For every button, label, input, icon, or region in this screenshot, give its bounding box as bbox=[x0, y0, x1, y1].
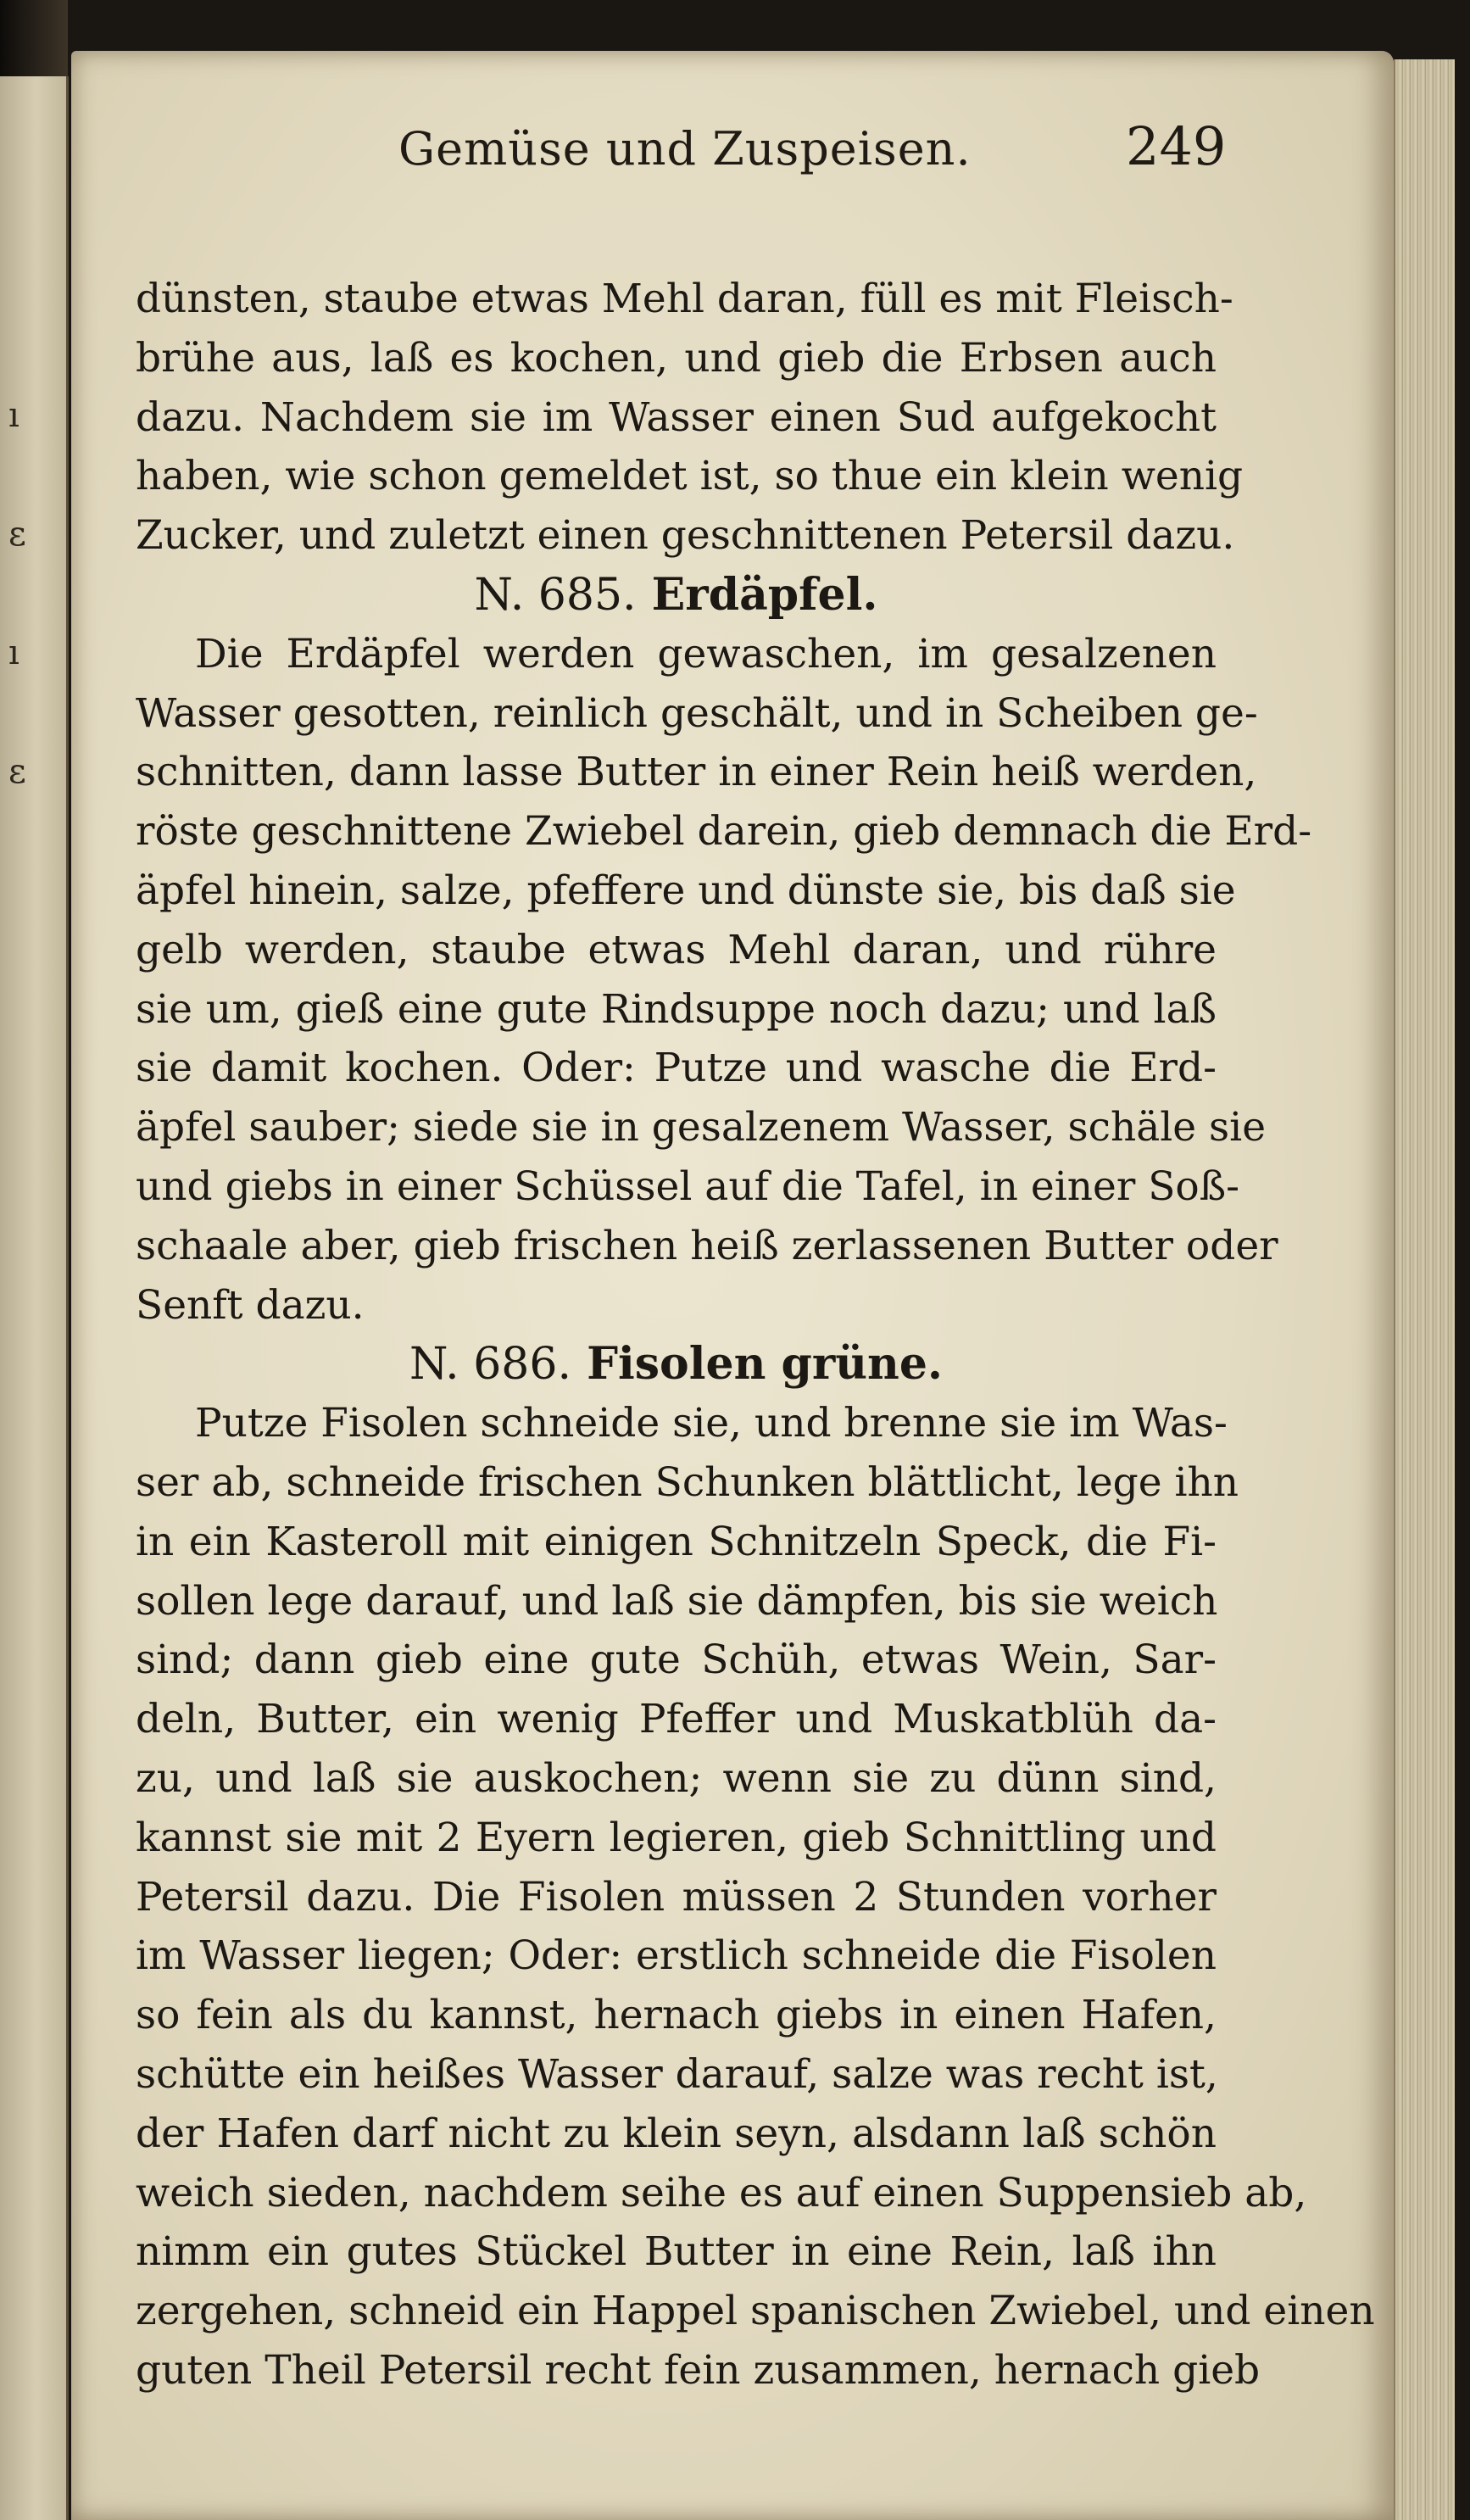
text-line: guten Theil Petersil recht fein zusammen, hernach gieb bbox=[136, 2346, 1261, 2394]
running-title: Gemüse und Zuspeisen. bbox=[398, 122, 972, 176]
page-stack-edges bbox=[1394, 59, 1455, 2520]
facing-page-fragments: ı ɛ ı ɛ bbox=[8, 396, 26, 791]
recipe-title: Fisolen grüne. bbox=[587, 1338, 944, 1391]
page-number: 249 bbox=[1126, 115, 1227, 177]
text-line: Zucker, und zuletzt einen geschnittenen Petersil dazu. bbox=[136, 512, 1235, 560]
text-line: zu, und laß sie auskochen; wenn sie zu dünn sind, bbox=[136, 1754, 1217, 1802]
recipe-number: N. 686. bbox=[409, 1339, 571, 1391]
text-line: weich sieden, nachdem seihe es auf einen Suppensieb ab, bbox=[136, 2169, 1307, 2216]
recipe-number: N. 685. bbox=[474, 569, 637, 621]
text-line: Senft dazu. bbox=[136, 1281, 365, 1329]
text-line: kannst sie mit 2 Eyern legieren, gieb Schnittling und bbox=[136, 1814, 1217, 1861]
text-line: sie damit kochen. Oder: Putze und wasche die Erd- bbox=[136, 1045, 1217, 1092]
text-line: zergehen, schneid ein Happel spanischen Zwiebel, und einen bbox=[136, 2288, 1375, 2335]
text-line: Wasser gesotten, reinlich geschält, und in Scheiben ge- bbox=[136, 689, 1258, 737]
text-line: Die Erdäpfel werden gewaschen, im gesalzenen bbox=[195, 630, 1217, 677]
text-line: äpfel sauber; siede sie in gesalzenem Wasser, schäle sie bbox=[136, 1104, 1267, 1151]
recipe-heading-686 bbox=[136, 1335, 1217, 1394]
text-line: haben, wie schon gemeldet ist, so thue ein klein wenig bbox=[136, 453, 1244, 500]
text-line: und giebs in einer Schüssel auf die Tafel, in einer Soß- bbox=[136, 1162, 1240, 1210]
recipe-heading-685 bbox=[136, 566, 1217, 625]
text-line: sie um, gieß eine gute Rindsuppe noch dazu; und laß bbox=[136, 985, 1217, 1033]
text-line: ser ab, schneide frischen Schunken blättlicht, lege ihn bbox=[136, 1458, 1239, 1506]
text-line: im Wasser liegen; Oder: erstlich schneide die Fisolen bbox=[136, 1932, 1217, 1980]
text-line: schnitten, dann lasse Butter in einer Rein heiß werden, bbox=[136, 749, 1257, 796]
text-line: dünsten, staube etwas Mehl daran, füll es mit Fleisch- bbox=[136, 276, 1233, 322]
text-line: sollen lege darauf, und laß sie dämpfen, bis sie weich bbox=[136, 1577, 1218, 1625]
page-body bbox=[136, 270, 1375, 2400]
text-line: in ein Kasteroll mit einigen Schnitzeln Speck, die Fi- bbox=[136, 1518, 1217, 1565]
facing-page-edge bbox=[0, 76, 69, 2520]
text-line: Putze Fisolen schneide sie, und brenne sie im Was- bbox=[195, 1400, 1228, 1447]
text-line: äpfel hinein, salze, pfeffere und dünste sie, bis daß sie bbox=[136, 867, 1236, 914]
text-line: brühe aus, laß es kochen, und gieb die Erbsen auch bbox=[136, 334, 1217, 382]
text-line: schaale aber, gieb frischen heiß zerlassenen Butter oder bbox=[136, 1222, 1278, 1269]
text-line: nimm ein gutes Stückel Butter in eine Rein, laß ihn bbox=[136, 2228, 1217, 2276]
text-line: dazu. Nachdem sie im Wasser einen Sud aufgekocht bbox=[136, 393, 1217, 441]
text-line: so fein als du kannst, hernach giebs in einen Hafen, bbox=[136, 1992, 1217, 2039]
recipe-title: Erdäpfel. bbox=[651, 568, 878, 621]
page-header bbox=[76, 112, 1227, 197]
text-line: schütte ein heißes Wasser darauf, salze was recht ist, bbox=[136, 2050, 1218, 2098]
text-line: röste geschnittene Zwiebel darein, gieb demnach die Erd- bbox=[136, 808, 1312, 856]
text-line: deln, Butter, ein wenig Pfeffer und Muskatblüh da- bbox=[136, 1696, 1217, 1743]
text-line: der Hafen darf nicht zu klein seyn, alsdann laß schön bbox=[136, 2110, 1217, 2157]
text-line: Petersil dazu. Die Fisolen müssen 2 Stunden vorher bbox=[136, 1873, 1217, 1921]
text-line: gelb werden, staube etwas Mehl daran, und rühre bbox=[136, 926, 1217, 973]
text-line: sind; dann gieb eine gute Schüh, etwas Wein, Sar- bbox=[136, 1636, 1217, 1684]
